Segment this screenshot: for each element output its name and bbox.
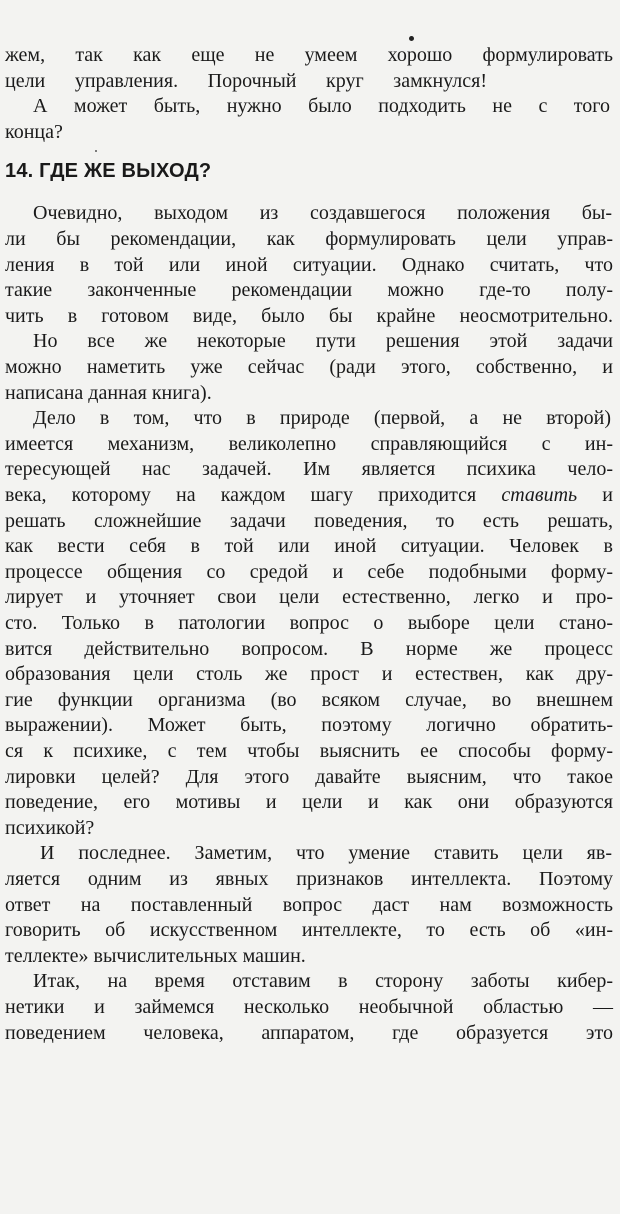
text-line: тересующей нас задачей. Им является психика чело- (5, 458, 613, 481)
section-heading: 14. ГДЕ ЖЕ ВЫХОД? (5, 160, 212, 183)
text-line: нетики и займемся несколько необычной областью — (5, 996, 613, 1018)
text-line: Но все же некоторые пути решения этой задачи (33, 330, 613, 353)
text-line: вится действительно вопросом. В норме же процесс (5, 637, 613, 660)
text-line: Дело в том, что в природе (первой, а не второй) (33, 407, 611, 430)
text-line: образования цели столь же прост и естествен, как дру- (5, 663, 613, 686)
text-line: сто. Только в патологии вопрос о выборе цели стано- (5, 612, 613, 634)
text-line: психикой? (5, 816, 95, 839)
text-line: цели управления. Порочный круг замкнулся! (5, 69, 487, 92)
text-line: процессе общения со средой и себе подобными форму- (5, 560, 613, 583)
text-line: гие функции организма (во всяком случае, во внешнем (5, 688, 613, 711)
text-line: лирует и уточняет свои цели естественно, легко и про- (5, 586, 613, 609)
text-line: ответ на поставленный вопрос даст нам возможность (5, 893, 613, 916)
text-line: теллекте» вычислительных машин. (5, 944, 306, 967)
text-line: лировки целей? Для этого давайте выясним, что такое (5, 765, 613, 788)
text-line: поведением человека, аппаратом, где образуется это (5, 1021, 613, 1044)
text-line-emphasis: века, которому на каждом шагу приходится ставить и (5, 484, 614, 506)
text-line: поведение, его мотивы и цели и как они образуются (5, 791, 613, 814)
text-line: можно наметить уже сейчас (ради этого, собственно, и (5, 356, 613, 378)
text-line: Очевидно, выходом из создавшегося положения бы- (33, 202, 612, 225)
text-line: конца? (5, 120, 63, 143)
text-line: жем, так как еще не умеем хорошо формулировать (5, 44, 613, 66)
text-line: решать сложнейшие задачи поведения, то есть решать, (5, 509, 613, 532)
text-line: чить в готовом виде, было бы крайне неосмотрительно. (5, 304, 613, 327)
text-line: имеется механизм, великолепно справляющийся с ин- (5, 432, 613, 455)
text-line: говорить об искусственном интеллекте, то есть об «ин- (5, 919, 613, 942)
text-line: ся к психике, с тем чтобы выяснить ее способы форму- (5, 740, 613, 762)
text-line: А может быть, нужно было подходить не с того (33, 95, 610, 118)
text-line: написана данная книга). (5, 381, 212, 404)
emphasis-word: ставить (501, 484, 578, 506)
page-mark (409, 36, 414, 41)
text-line: ляется одним из явных признаков интеллекта. Поэтому (5, 868, 613, 890)
page-speck (95, 150, 97, 152)
text-line: Итак, на время отставим в сторону заботы кибер- (33, 970, 613, 993)
text-line: ления в той или иной ситуации. Однако считать, что (5, 253, 613, 276)
text-line: ли бы рекомендации, как формулировать цели управ- (5, 228, 613, 250)
text-line: как вести себя в той или иной ситуации. Человек в (5, 535, 613, 558)
text-line: выражении). Может быть, поэтому логично обратить- (5, 714, 613, 737)
text-line: такие законченные рекомендации можно где-то полу- (5, 279, 613, 302)
text-line: И последнее. Заметим, что умение ставить цели яв- (40, 842, 612, 865)
